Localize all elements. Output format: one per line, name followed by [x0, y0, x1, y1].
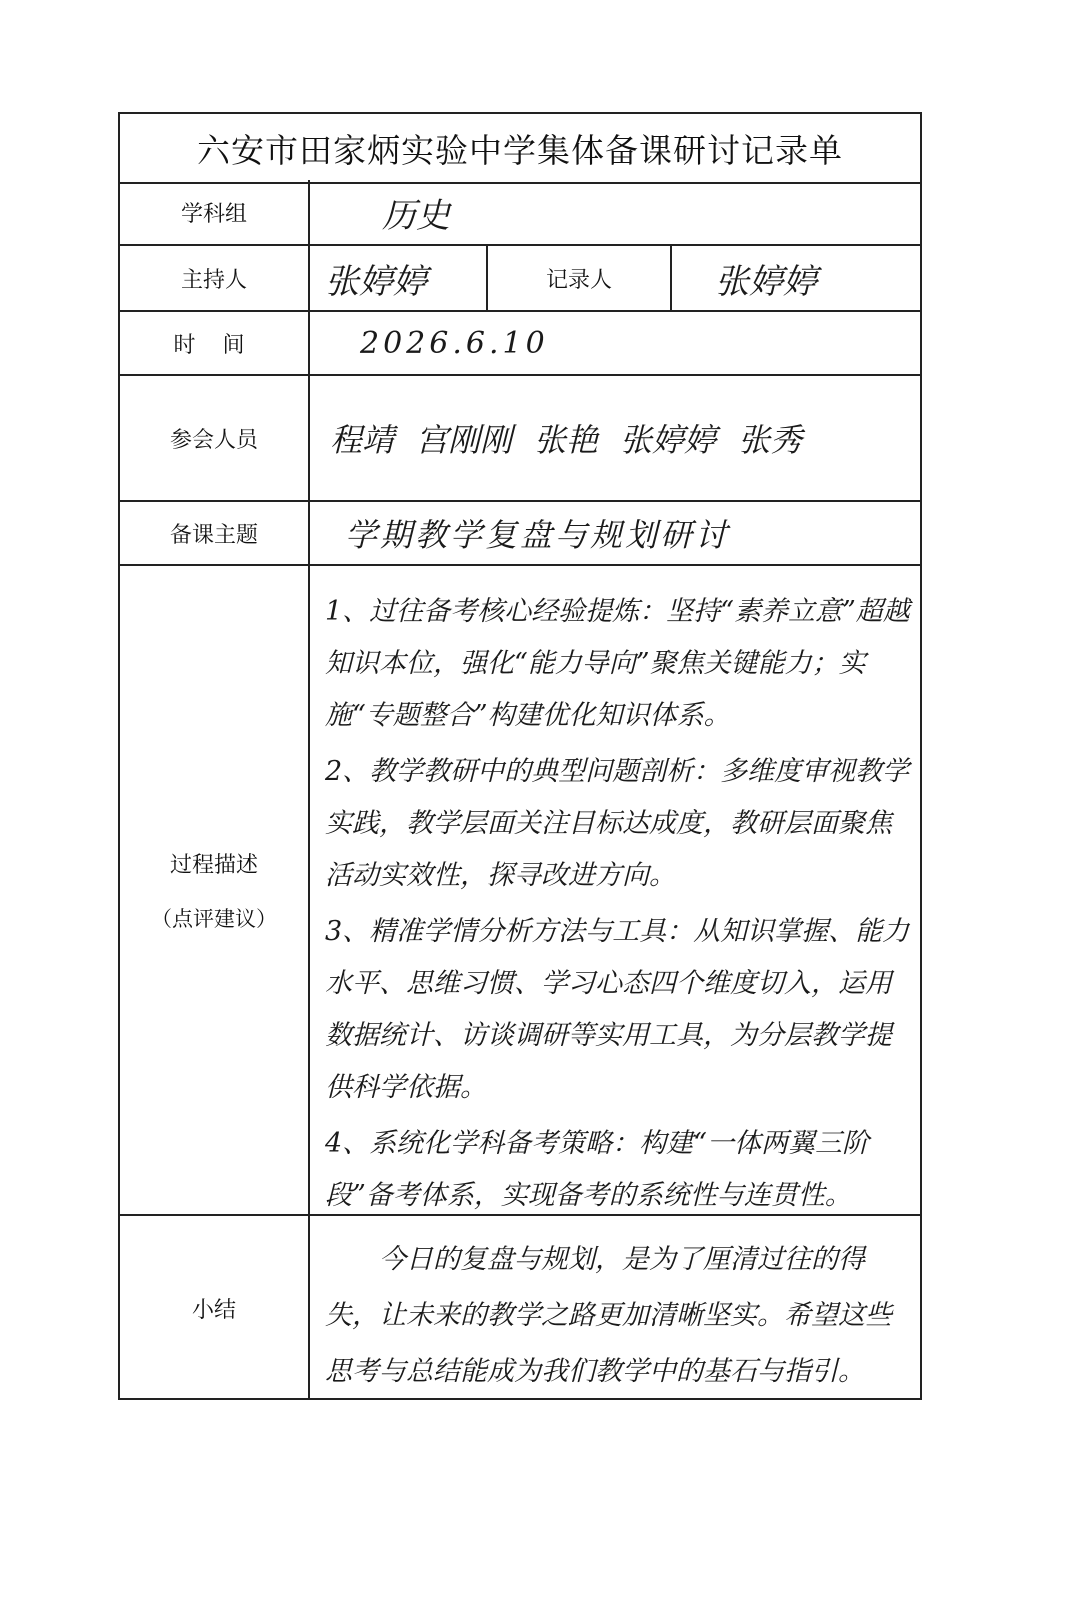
attendee-name: 宫刚刚	[416, 421, 513, 459]
recorder-value-divider	[670, 246, 672, 310]
record-form	[118, 112, 922, 1400]
recorder-label: 记录人	[545, 267, 612, 293]
attendee-name: 程靖	[330, 421, 395, 459]
recorder-value: 张婷婷	[715, 261, 817, 302]
attendees-list	[330, 376, 802, 500]
attendee-name: 张艳	[534, 421, 599, 459]
process-row	[120, 566, 920, 1216]
summary-label: 小结	[120, 1216, 310, 1400]
time-value: 2026.6.10	[360, 325, 549, 361]
process-sublabel: （点评建议）	[151, 906, 277, 931]
process-item: 1、过往备考核心经验提炼：坚持“素养立意”超越知识本位，强化“能力导向”聚焦关键能力；实施“专题整合”构建优化知识体系。	[325, 596, 910, 731]
summary-content: 今日的复盘与规划，是为了厘清过往的得失，让未来的教学之路更加清晰坚实。希望这些思考与总结能成为我们教学中的基石与指引。	[325, 1244, 892, 1387]
attendee-name: 张秀	[738, 421, 803, 459]
process-content	[325, 586, 910, 1226]
attendee-name: 张婷婷	[620, 421, 717, 459]
process-item: 4、系统化学科备考策略：构建“一体两翼三阶段”备考体系，实现备考的系统性与连贯性。	[325, 1128, 869, 1211]
attendees-row	[120, 376, 920, 502]
time-label: 时 间	[120, 312, 310, 374]
host-value: 张婷婷	[325, 261, 427, 302]
host-row	[120, 246, 920, 312]
process-item: 3、精准学情分析方法与工具：从知识掌握、能力水平、思维习惯、学习心态四个维度切入，运用数据统计、访谈调研等实用工具，为分层教学提供科学依据。	[325, 916, 910, 1103]
process-label-cell	[120, 566, 310, 1214]
form-title: 六安市田家炳实验中学集体备课研讨记录单	[120, 114, 920, 184]
subject-group-value: 历史	[382, 195, 450, 236]
theme-row	[120, 502, 920, 566]
theme-value: 学期教学复盘与规划研讨	[345, 516, 731, 554]
process-item: 2、教学教研中的典型问题剖析：多维度审视教学实践，教学层面关注目标达成度，教研层面聚焦活动实效性，探寻改进方向。	[325, 756, 910, 891]
attendees-label: 参会人员	[120, 376, 310, 500]
theme-label: 备课主题	[120, 502, 310, 564]
subject-group-label: 学科组	[120, 180, 310, 244]
summary-row	[120, 1216, 920, 1400]
process-label: 过程描述	[169, 852, 258, 878]
time-row	[120, 312, 920, 376]
host-label: 主持人	[120, 246, 310, 310]
subject-group-row	[120, 180, 920, 246]
